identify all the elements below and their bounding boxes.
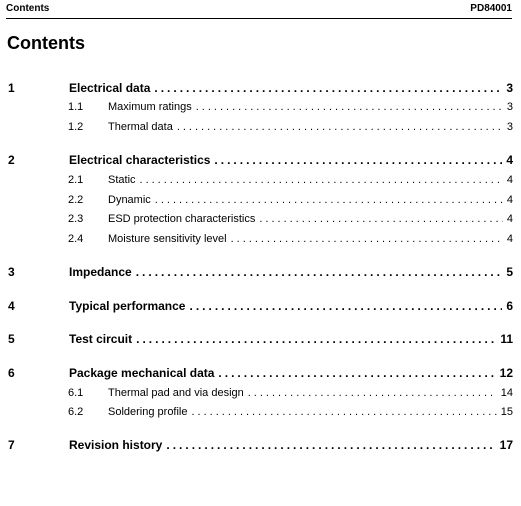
toc-entry-page: 6: [506, 299, 513, 313]
toc-entry-page: 3: [506, 81, 513, 95]
toc-entry-6-2[interactable]: [0, 406, 521, 424]
header-document-id: PD84001: [470, 3, 512, 14]
dot-leader: [192, 406, 497, 418]
toc-entry-label: Electrical characteristics: [69, 153, 211, 167]
toc-entry-page: 14: [500, 387, 513, 399]
toc-entry-number: 1.1: [68, 101, 84, 113]
toc-entry-number: 7: [8, 438, 15, 452]
toc-entry-number: 4: [8, 299, 15, 313]
toc-entry-number: 2.2: [68, 194, 84, 206]
dot-leader: [189, 299, 502, 313]
toc-entry-3[interactable]: [0, 265, 521, 283]
toc-entry-number: 1: [8, 81, 15, 95]
toc-entry-page: 15: [500, 406, 513, 418]
toc-entry-number: 6.2: [68, 406, 84, 418]
toc-entry-page: 5: [506, 265, 513, 279]
dot-leader: [155, 194, 503, 206]
dot-leader: [166, 438, 495, 452]
toc-entry-number: 5: [8, 332, 15, 346]
toc-entry-2-1[interactable]: [0, 174, 521, 192]
toc-entry-label: Typical performance: [69, 299, 186, 313]
toc-entry-page: 17: [499, 438, 513, 452]
dot-leader: [136, 265, 503, 279]
toc-entry-label: Moisture sensitivity level: [108, 233, 227, 245]
toc-entry-page: 11: [500, 332, 513, 346]
toc-entry-page: 4: [506, 233, 513, 245]
page-title: Contents: [7, 33, 85, 53]
toc-entry-page: 4: [506, 174, 513, 186]
toc-entry-label: ESD protection characteristics: [108, 213, 256, 225]
toc-entry-number: 2.4: [68, 233, 84, 245]
toc-entry-6-1[interactable]: [0, 387, 521, 405]
toc-entry-number: 2.1: [68, 174, 84, 186]
dot-leader: [218, 366, 495, 380]
toc-entry-7[interactable]: [0, 438, 521, 456]
toc-entry-label: Thermal pad and via design: [108, 387, 244, 399]
toc-entry-label: Electrical data: [69, 81, 151, 95]
toc-entry-number: 6: [8, 366, 15, 380]
toc-entry-label: Thermal data: [108, 121, 173, 133]
dot-leader: [177, 121, 503, 133]
toc-entry-2-2[interactable]: [0, 194, 521, 212]
header-section-title: Contents: [6, 3, 50, 14]
dot-leader: [136, 332, 496, 346]
toc-entry-2[interactable]: [0, 153, 521, 171]
toc-entry-6[interactable]: [0, 366, 521, 384]
dot-leader: [214, 153, 502, 167]
toc-entry-label: Maximum ratings: [108, 101, 192, 113]
toc-entry-page: 3: [506, 101, 513, 113]
toc-entry-page: 4: [506, 213, 513, 225]
dot-leader: [140, 174, 503, 186]
toc-entry-number: 6.1: [68, 387, 84, 399]
toc-entry-4[interactable]: [0, 299, 521, 317]
dot-leader: [231, 233, 503, 245]
toc-entry-2-4[interactable]: [0, 233, 521, 251]
toc-entry-number: 2.3: [68, 213, 84, 225]
toc-entry-page: 4: [506, 194, 513, 206]
toc-entry-label: Test circuit: [69, 332, 133, 346]
dot-leader: [196, 101, 503, 113]
dot-leader: [248, 387, 497, 399]
toc-entry-label: Soldering profile: [108, 406, 188, 418]
toc-entry-5[interactable]: [0, 332, 521, 350]
toc-entry-1[interactable]: [0, 81, 521, 99]
toc-entry-1-1[interactable]: [0, 101, 521, 119]
toc-entry-number: 3: [8, 265, 15, 279]
dot-leader: [154, 81, 502, 95]
toc-entry-label: Revision history: [69, 438, 163, 452]
toc-entry-label: Static: [108, 174, 136, 186]
toc-entry-number: 1.2: [68, 121, 84, 133]
toc-entry-1-2[interactable]: [0, 121, 521, 139]
toc-entry-label: Dynamic: [108, 194, 151, 206]
dot-leader: [259, 213, 503, 225]
toc-entry-2-3[interactable]: [0, 213, 521, 231]
toc-entry-number: 2: [8, 153, 15, 167]
toc-entry-page: 4: [506, 153, 513, 167]
toc-entry-label: Package mechanical data: [69, 366, 215, 380]
toc-entry-page: 3: [506, 121, 513, 133]
toc-entry-label: Impedance: [69, 265, 132, 279]
toc-entry-page: 12: [499, 366, 513, 380]
